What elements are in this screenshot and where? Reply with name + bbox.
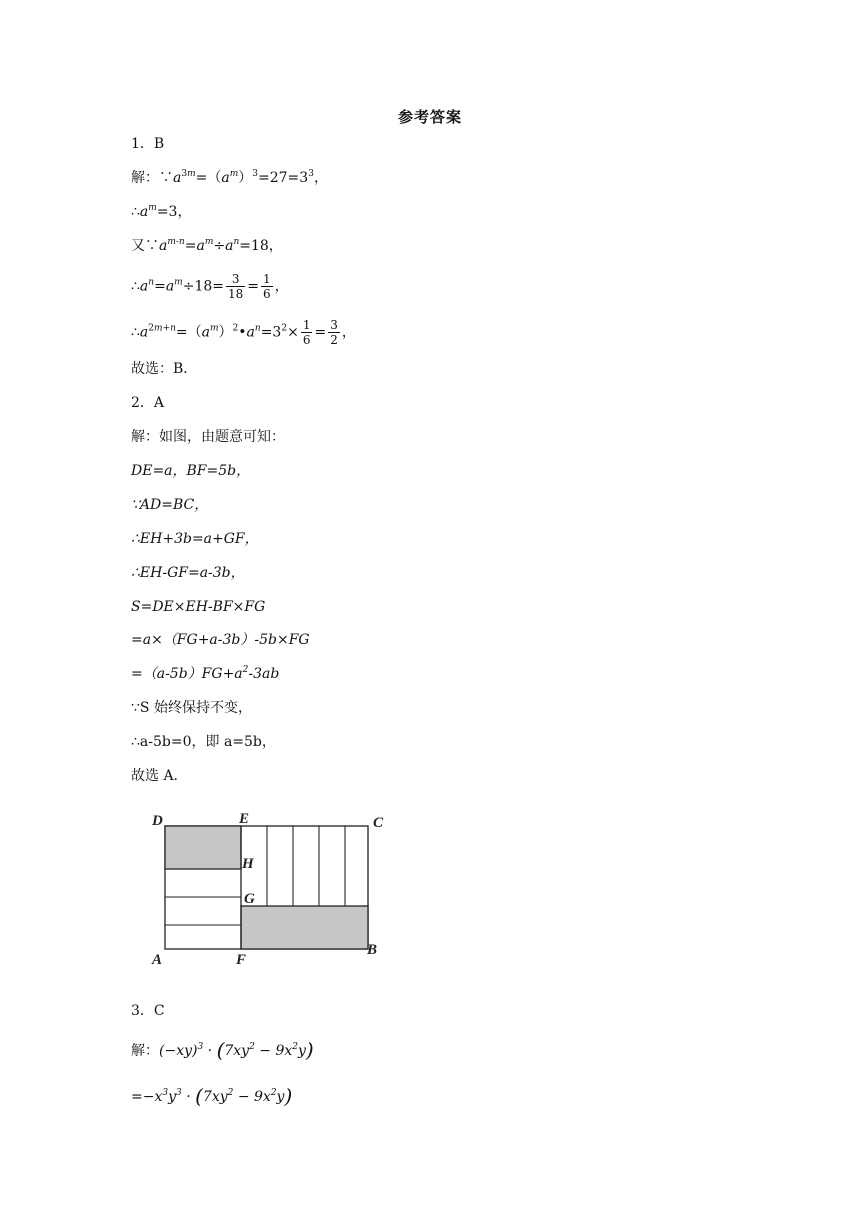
- q3-line-1: 解：$(-xy)^3 \cdot (7xy^2 - 9x^2y)$: [131, 1038, 314, 1062]
- q2-conclusion: 故选 A．: [131, 768, 188, 784]
- label-h: H: [242, 856, 254, 872]
- label-b: B: [367, 942, 378, 958]
- fraction: $\frac{3}{18}$: [228, 272, 244, 301]
- q1-line-3: 又$\because a^{m-n}=a^m\div a^n=18$，: [131, 237, 283, 254]
- q2-line-4: ∴EH+3b=a+GF，: [131, 531, 259, 547]
- q2-line-6: S=DE×EH-BF×FG: [131, 599, 266, 615]
- rectangle-figure: [148, 808, 398, 968]
- q1-line-2: $\therefore a^m=3$，: [131, 203, 192, 220]
- page-title: 参考答案: [397, 108, 462, 126]
- shaded-region-top-left: [165, 826, 241, 869]
- q2-line-1: 解：如图，由题意可知：: [131, 429, 285, 445]
- q2-line-9: ∵S 始终保持不变，: [131, 700, 252, 716]
- q2-line-3: ∵AD=BC，: [131, 497, 209, 513]
- q1-line-1: 解：$\because a^{3m}=(a^m)^3=27=3^3$，: [131, 169, 328, 186]
- q1-line-4: $\therefore a^n=a^m\div 18=$ $\frac{3}{18}$ = $\frac{1}{6}$ ，: [131, 272, 289, 301]
- fraction: $\frac{3}{2}$: [330, 318, 338, 347]
- q2-line-5: ∴EH-GF=a-3b，: [131, 565, 245, 581]
- q2-heading: 2．A: [131, 395, 165, 411]
- q1-conclusion: 故选：B．: [131, 361, 198, 377]
- fraction: $\frac{1}{6}$: [263, 272, 271, 301]
- label-c: C: [373, 815, 384, 831]
- q3-line-2: $=-x^3y^3 \cdot (7xy^2 - 9x^2y)$: [131, 1084, 293, 1108]
- label-e: E: [239, 811, 250, 827]
- q2-line-10: ∴a-5b=0，即 a=5b，: [131, 734, 276, 750]
- label-f: F: [236, 952, 247, 968]
- q3-heading: 3．C: [131, 1003, 165, 1019]
- label-d: D: [152, 813, 163, 829]
- q2-line-7: =a×（FG+a-3b）-5b×FG: [131, 632, 310, 648]
- label-a: A: [152, 952, 163, 968]
- q1-heading: 1．B: [131, 136, 165, 152]
- q1-line-5: $\therefore a^{2m+n}=(a^m)^2•a^n=3^2\times$ $\frac{1}{6}$ = $\frac{3}{2}$ ，: [131, 318, 356, 347]
- q2-line-2: DE=a，BF=5b，: [131, 463, 251, 479]
- q2-line-8: $=(a-5b)FG+a^2-3ab$: [131, 665, 280, 682]
- fraction: $\frac{1}{6}$: [302, 318, 311, 347]
- label-g: G: [244, 891, 255, 907]
- shaded-region-bottom-right: [241, 906, 368, 949]
